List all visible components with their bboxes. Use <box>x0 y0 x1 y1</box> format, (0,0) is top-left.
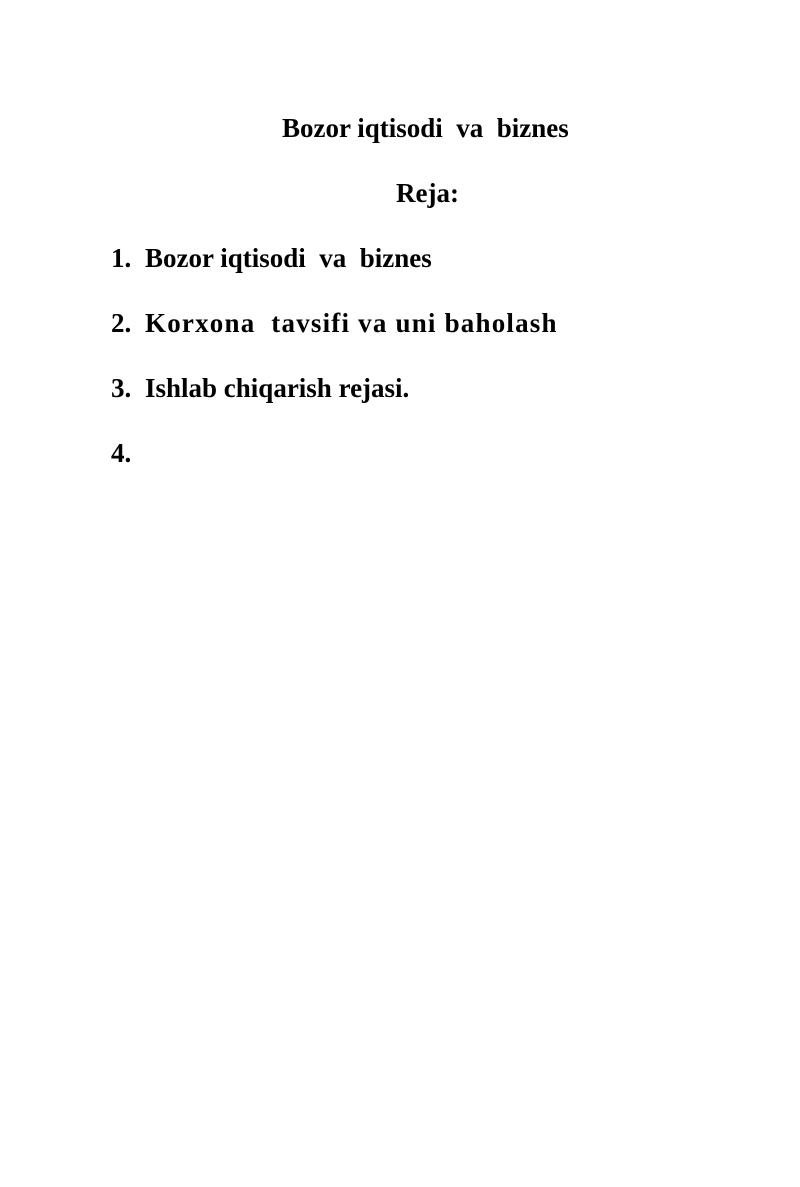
plan-item-number: 1. <box>111 243 132 273</box>
plan-item-number: 4. <box>111 438 132 468</box>
plan-item-text: Korxona tavsifi va uni baholash <box>145 308 558 338</box>
plan-item-4 <box>111 437 558 502</box>
plan-item-number: 3. <box>111 373 132 403</box>
plan-heading: Reja: <box>396 178 459 208</box>
plan-item-number: 2. <box>111 308 132 338</box>
plan-item-1 <box>111 242 558 307</box>
plan-item-text: Ishlab chiqarish rejasi. <box>145 373 410 403</box>
plan-item-2 <box>111 307 558 372</box>
document-title: Bozor iqtisodi va biznes <box>282 113 569 143</box>
plan-item-text: Bozor iqtisodi va biznes <box>145 243 432 273</box>
plan-list <box>111 242 558 502</box>
plan-item-3 <box>111 372 558 437</box>
